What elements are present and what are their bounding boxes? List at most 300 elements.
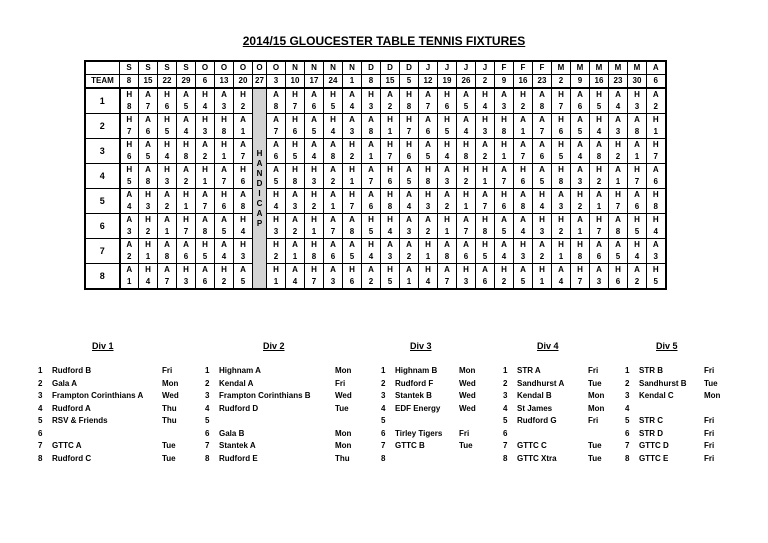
division-team-name: Rudford E [219, 453, 258, 463]
home-away-cell: A [120, 239, 139, 252]
home-away-cell: H [609, 189, 628, 202]
division-team-number: 5 [38, 416, 43, 425]
home-away-cell: A [533, 239, 552, 252]
home-away-cell: H [400, 114, 419, 127]
month-cell: S [120, 61, 139, 75]
home-away-cell: A [158, 189, 177, 202]
opponent-cell: 7 [267, 126, 286, 139]
opponent-cell: 6 [381, 176, 400, 189]
opponent-cell: 6 [267, 151, 286, 164]
opponent-cell: 4 [400, 201, 419, 214]
division-team-number: 8 [205, 453, 210, 463]
division-team-number: 4 [503, 403, 508, 413]
opponent-cell: 3 [139, 201, 158, 214]
division-team-name: Gala B [219, 428, 245, 438]
opponent-cell: 7 [438, 276, 457, 289]
opponent-cell: 2 [215, 276, 234, 289]
opponent-cell: 6 [362, 201, 381, 214]
opponent-cell: 6 [234, 176, 253, 189]
division-team-name: Frampton Corinthians B [219, 391, 311, 400]
home-away-cell: H [571, 264, 590, 277]
home-away-cell: H [533, 264, 552, 277]
division-team-row [38, 428, 188, 440]
opponent-cell: 1 [533, 276, 552, 289]
division-title: Div 4 [537, 341, 559, 351]
division-team-number: 5 [381, 416, 386, 425]
team-header: TEAM [85, 75, 120, 89]
home-away-cell: A [571, 88, 590, 101]
opponent-cell: 4 [305, 151, 324, 164]
opponent-cell: 8 [495, 126, 514, 139]
opponent-cell: 5 [381, 276, 400, 289]
opponent-cell: 3 [305, 176, 324, 189]
home-away-cell: H [457, 164, 476, 177]
home-away-cell: A [514, 214, 533, 227]
team-number: 8 [85, 264, 120, 290]
division-team-row [381, 415, 485, 427]
home-away-cell: H [234, 164, 253, 177]
opponent-cell: 1 [362, 151, 381, 164]
home-away-cell: A [628, 139, 647, 152]
opponent-cell: 4 [343, 101, 362, 114]
opponent-cell: 1 [476, 176, 495, 189]
home-away-cell: H [120, 164, 139, 177]
division-team-number: 4 [381, 403, 386, 413]
opponent-cell: 2 [234, 101, 253, 114]
opponent-cell: 6 [514, 176, 533, 189]
home-away-cell: A [158, 239, 177, 252]
opponent-cell: 4 [158, 151, 177, 164]
division-team-name: GTTC B [395, 441, 425, 450]
opponent-cell: 1 [267, 276, 286, 289]
opponent-cell: 1 [609, 176, 628, 189]
opponent-cell: 8 [514, 201, 533, 214]
opponent-cell: 8 [286, 176, 305, 189]
home-away-cell: A [419, 88, 438, 101]
home-away-cell: H [647, 214, 666, 227]
month-cell: O [234, 61, 253, 75]
home-away-cell: H [196, 114, 215, 127]
division-team-row [205, 428, 361, 440]
home-away-cell: A [457, 239, 476, 252]
division-team-number: 3 [503, 391, 508, 400]
home-away-cell: H [533, 189, 552, 202]
opponent-cell: 7 [647, 151, 666, 164]
division-team-number: 6 [38, 428, 43, 438]
opponent-cell: 8 [139, 176, 158, 189]
division-team-number: 2 [38, 378, 43, 388]
home-away-cell: A [120, 214, 139, 227]
home-away-cell: H [628, 164, 647, 177]
opponent-cell: 6 [158, 101, 177, 114]
date-cell: 16 [514, 75, 533, 89]
division-team-row [38, 415, 188, 427]
date-cell: 15 [139, 75, 158, 89]
division-team-row [381, 428, 485, 440]
division-team-row [38, 390, 188, 402]
home-away-cell: A [267, 88, 286, 101]
date-cell: 23 [533, 75, 552, 89]
division-team-name: Frampton Corinthians A [52, 391, 144, 400]
home-away-cell: A [400, 164, 419, 177]
home-away-cell: H [177, 264, 196, 277]
opponent-cell: 4 [647, 226, 666, 239]
home-away-cell: H [552, 239, 571, 252]
month-cell: A [647, 61, 666, 75]
home-away-cell: H [196, 164, 215, 177]
division-team-day: Fri [704, 428, 715, 438]
division-team-name: Rudford B [52, 366, 92, 375]
team-row-opponent [85, 226, 666, 239]
home-away-cell: H [552, 114, 571, 127]
division-team-day: Fri [162, 366, 173, 375]
opponent-cell: 2 [609, 151, 628, 164]
month-cell: O [253, 61, 267, 75]
team-number: 4 [85, 164, 120, 189]
opponent-cell: 8 [628, 126, 647, 139]
opponent-cell: 1 [647, 126, 666, 139]
home-away-cell: H [419, 164, 438, 177]
home-away-cell: A [590, 264, 609, 277]
division-team-name: GTTC D [639, 441, 669, 450]
home-away-cell: A [419, 114, 438, 127]
opponent-cell: 8 [571, 251, 590, 264]
home-away-cell: A [514, 264, 533, 277]
opponent-cell: 5 [196, 251, 215, 264]
home-away-cell: A [438, 164, 457, 177]
opponent-cell: 3 [267, 226, 286, 239]
home-away-cell: A [514, 189, 533, 202]
division-team-name: Rudford G [517, 416, 557, 425]
home-away-cell: H [158, 164, 177, 177]
opponent-cell: 3 [234, 251, 253, 264]
opponent-cell: 7 [533, 126, 552, 139]
opponent-cell: 4 [514, 226, 533, 239]
home-away-cell: H [476, 114, 495, 127]
home-away-cell: A [552, 264, 571, 277]
home-away-cell: A [286, 189, 305, 202]
opponent-cell: 5 [457, 101, 476, 114]
team-row-ha [85, 88, 666, 101]
division-team-day: Mon [335, 441, 352, 450]
opponent-cell: 1 [514, 126, 533, 139]
home-away-cell: H [457, 264, 476, 277]
division-team-day: Fri [704, 441, 715, 450]
division-team-name: St James [517, 403, 553, 413]
home-away-cell: A [628, 264, 647, 277]
division-team-day: Tue [335, 403, 349, 413]
division-team-number: 3 [205, 391, 210, 400]
division-team-name: GTTC Xtra [517, 453, 557, 463]
home-away-cell: A [139, 114, 158, 127]
home-away-cell: A [495, 239, 514, 252]
opponent-cell: 6 [628, 201, 647, 214]
opponent-cell: 3 [590, 276, 609, 289]
division-team-number: 1 [381, 366, 386, 375]
month-cell: M [628, 61, 647, 75]
home-away-cell: A [196, 139, 215, 152]
home-away-cell: H [476, 214, 495, 227]
home-away-cell: A [234, 114, 253, 127]
opponent-cell: 2 [177, 176, 196, 189]
division-team-number: 2 [381, 378, 386, 388]
division-team-number: 3 [625, 391, 630, 400]
opponent-cell: 8 [177, 151, 196, 164]
opponent-cell: 8 [552, 176, 571, 189]
team-row-ha [85, 114, 666, 127]
opponent-cell: 3 [647, 251, 666, 264]
opponent-cell: 7 [324, 226, 343, 239]
opponent-cell: 4 [324, 126, 343, 139]
division-team-row [381, 453, 485, 465]
opponent-cell: 2 [305, 201, 324, 214]
division-title: Div 5 [656, 341, 678, 351]
opponent-cell: 2 [590, 176, 609, 189]
home-away-cell: H [495, 139, 514, 152]
division-team-row [503, 453, 614, 465]
month-cell: S [177, 61, 196, 75]
opponent-cell: 5 [438, 126, 457, 139]
opponent-cell: 5 [476, 251, 495, 264]
month-cell: N [343, 61, 362, 75]
opponent-cell: 1 [234, 126, 253, 139]
division-team-day: Mon [335, 366, 352, 375]
date-cell: 6 [196, 75, 215, 89]
home-away-cell: H [552, 88, 571, 101]
opponent-cell: 7 [419, 101, 438, 114]
home-away-cell: A [234, 264, 253, 277]
home-away-cell: A [343, 88, 362, 101]
opponent-cell: 4 [267, 201, 286, 214]
division-title: Div 3 [410, 341, 432, 351]
opponent-cell: 7 [381, 151, 400, 164]
opponent-cell: 3 [438, 176, 457, 189]
date-cell: 6 [647, 75, 666, 89]
opponent-cell: 2 [438, 201, 457, 214]
home-away-cell: A [343, 239, 362, 252]
month-cell: M [609, 61, 628, 75]
month-cell: M [590, 61, 609, 75]
opponent-cell: 2 [343, 151, 362, 164]
home-away-cell: A [139, 164, 158, 177]
opponent-cell: 8 [343, 226, 362, 239]
division-team-number: 5 [503, 416, 508, 425]
date-cell: 23 [609, 75, 628, 89]
opponent-cell: 2 [514, 101, 533, 114]
home-away-cell: A [362, 114, 381, 127]
opponent-cell: 4 [590, 126, 609, 139]
division-team-number: 7 [38, 441, 43, 450]
home-away-cell: H [628, 239, 647, 252]
handicap-column [253, 88, 267, 289]
division-team-number: 8 [38, 453, 43, 463]
opponent-cell: 8 [419, 176, 438, 189]
team-number: 6 [85, 214, 120, 239]
date-cell: 9 [571, 75, 590, 89]
home-away-cell: H [628, 214, 647, 227]
home-away-cell: H [381, 164, 400, 177]
division-team-row [205, 365, 361, 377]
home-away-cell: A [158, 214, 177, 227]
opponent-cell: 3 [381, 251, 400, 264]
home-away-cell: H [196, 239, 215, 252]
handicap-label: H A N D I C A P [256, 148, 263, 228]
opponent-cell: 8 [457, 151, 476, 164]
opponent-cell: 3 [177, 276, 196, 289]
division-team-number: 1 [38, 366, 43, 375]
home-away-cell: H [609, 264, 628, 277]
home-away-cell: H [177, 139, 196, 152]
home-away-cell: A [362, 139, 381, 152]
home-away-cell: A [305, 114, 324, 127]
opponent-cell: 4 [628, 251, 647, 264]
home-away-cell: A [590, 189, 609, 202]
opponent-cell: 8 [438, 251, 457, 264]
home-away-cell: H [177, 189, 196, 202]
home-away-cell: A [571, 214, 590, 227]
opponent-cell: 5 [286, 151, 305, 164]
opponent-cell: 5 [343, 251, 362, 264]
home-away-cell: A [215, 88, 234, 101]
team-row-ha [85, 239, 666, 252]
opponent-cell: 7 [590, 226, 609, 239]
opponent-cell: 8 [267, 101, 286, 114]
opponent-cell: 4 [196, 101, 215, 114]
home-away-cell: H [381, 189, 400, 202]
home-away-cell: H [438, 114, 457, 127]
division-team-row [205, 440, 361, 452]
date-cell: 13 [215, 75, 234, 89]
home-away-cell: H [120, 139, 139, 152]
division-team-day: Wed [459, 403, 476, 413]
home-away-cell: A [234, 189, 253, 202]
division-team-row [205, 403, 361, 415]
opponent-cell: 2 [495, 276, 514, 289]
home-away-cell: A [609, 164, 628, 177]
home-away-cell: H [628, 88, 647, 101]
opponent-cell: 6 [343, 276, 362, 289]
division-team-number: 2 [503, 378, 508, 388]
home-away-cell: A [514, 139, 533, 152]
opponent-cell: 3 [495, 101, 514, 114]
opponent-cell: 5 [609, 251, 628, 264]
opponent-cell: 5 [158, 126, 177, 139]
month-cell: F [495, 61, 514, 75]
team-row-opponent [85, 276, 666, 289]
page-title: 2014/15 GLOUCESTER TABLE TENNIS FIXTURES [242, 34, 526, 48]
home-away-cell: A [552, 189, 571, 202]
team-number: 3 [85, 139, 120, 164]
opponent-cell: 4 [419, 276, 438, 289]
month-cell: J [419, 61, 438, 75]
division-team-name: Kendal C [639, 391, 674, 400]
division-team-name: STR B [639, 366, 663, 375]
division-team-row [625, 403, 730, 415]
home-away-cell: H [362, 88, 381, 101]
home-away-cell: H [476, 239, 495, 252]
date-cell: 19 [438, 75, 457, 89]
division-team-row [625, 390, 730, 402]
division-team-day: Tue [162, 453, 176, 463]
home-away-cell: A [495, 88, 514, 101]
home-away-cell: A [571, 164, 590, 177]
division-team-row [381, 390, 485, 402]
division-team-row [503, 428, 614, 440]
opponent-cell: 4 [177, 126, 196, 139]
division-team-row [625, 365, 730, 377]
division-title: Div 1 [92, 341, 114, 351]
opponent-cell: 1 [419, 251, 438, 264]
month-cell: D [362, 61, 381, 75]
home-away-cell: A [381, 88, 400, 101]
team-row-ha [85, 164, 666, 177]
home-away-cell: H [514, 88, 533, 101]
home-away-cell: A [286, 264, 305, 277]
home-away-cell: H [139, 264, 158, 277]
month-cell: F [514, 61, 533, 75]
opponent-cell: 5 [647, 276, 666, 289]
opponent-cell: 1 [628, 151, 647, 164]
opponent-cell: 6 [286, 126, 305, 139]
division-team-name: Kendal A [219, 378, 254, 388]
division-team-row [205, 453, 361, 465]
division-team-name: Kendal B [517, 391, 552, 400]
home-away-cell: H [324, 88, 343, 101]
division-team-number: 3 [38, 391, 43, 400]
opponent-cell: 4 [139, 276, 158, 289]
home-away-cell: H [177, 214, 196, 227]
home-away-cell: A [609, 214, 628, 227]
home-away-cell: H [400, 88, 419, 101]
opponent-cell: 6 [438, 101, 457, 114]
team-number: 2 [85, 114, 120, 139]
division-team-name: Stantek B [395, 391, 432, 400]
opponent-cell: 7 [457, 226, 476, 239]
opponent-cell: 5 [267, 176, 286, 189]
home-away-cell: A [196, 189, 215, 202]
division-team-name: Tirley Tigers [395, 428, 443, 438]
home-away-cell: H [590, 214, 609, 227]
home-away-cell: H [196, 88, 215, 101]
opponent-cell: 2 [381, 101, 400, 114]
home-away-cell: H [647, 189, 666, 202]
home-away-cell: A [324, 139, 343, 152]
opponent-cell: 5 [419, 151, 438, 164]
division-team-number: 4 [625, 403, 630, 413]
home-away-cell: A [215, 164, 234, 177]
division-team-row [503, 415, 614, 427]
home-away-cell: A [400, 239, 419, 252]
home-away-cell: A [533, 88, 552, 101]
date-cell: 9 [495, 75, 514, 89]
division-team-row [38, 453, 188, 465]
division-team-name: GTTC A [52, 441, 82, 450]
division-team-number: 8 [625, 453, 630, 463]
opponent-cell: 1 [381, 126, 400, 139]
opponent-cell: 2 [286, 226, 305, 239]
opponent-cell: 4 [476, 101, 495, 114]
home-away-cell: H [139, 189, 158, 202]
home-away-cell: H [305, 264, 324, 277]
division-team-name: STR C [639, 416, 663, 425]
division-team-row [503, 440, 614, 452]
division-team-name: RSV & Friends [52, 416, 108, 425]
home-away-cell: H [305, 189, 324, 202]
opponent-cell: 1 [438, 226, 457, 239]
division-team-name: STR A [517, 366, 541, 375]
division-team-day: Mon [335, 428, 352, 438]
division-team-day: Fri [704, 453, 715, 463]
